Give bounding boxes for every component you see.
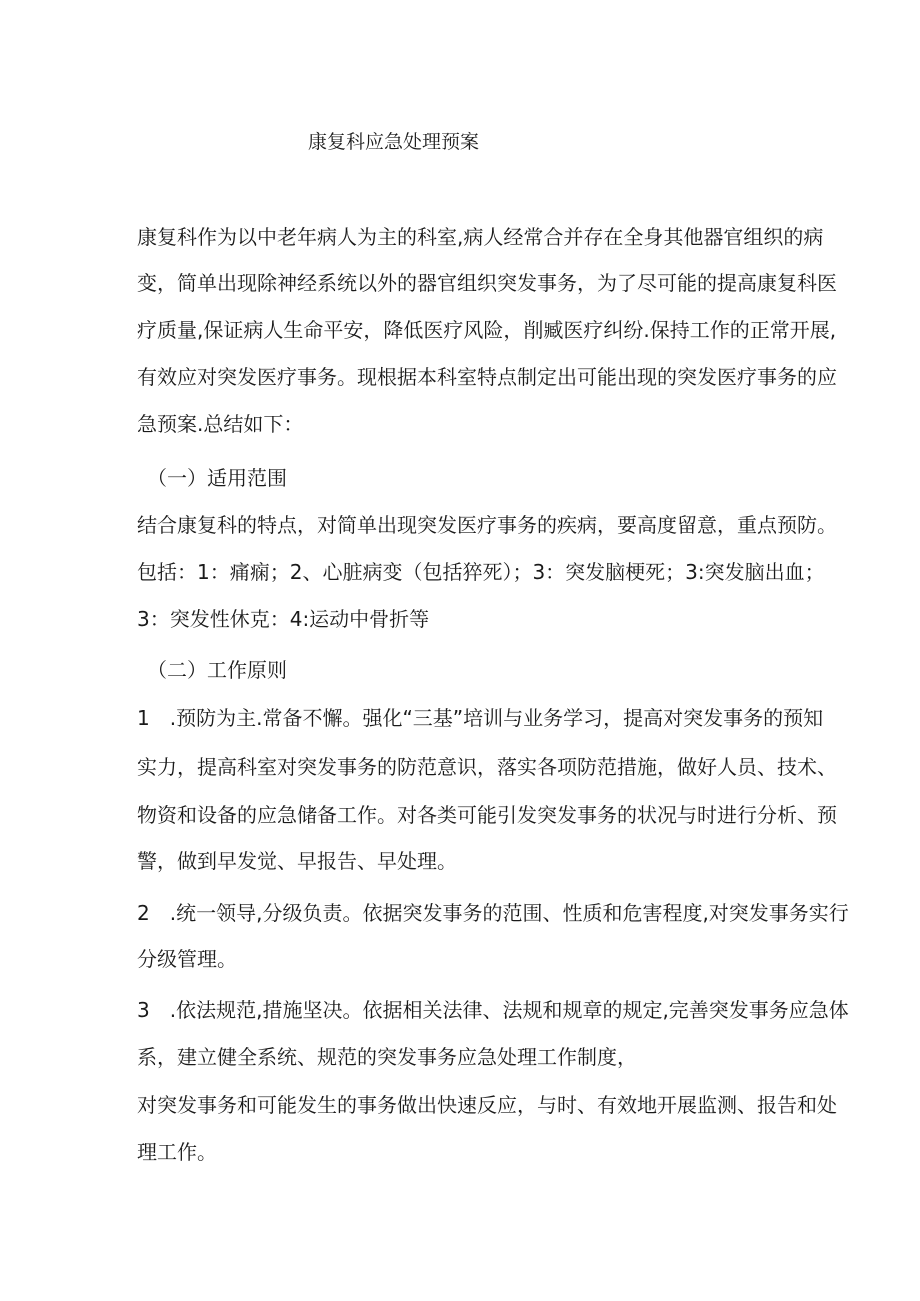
intro-line-4: 有效应对突发医疗事务。现根据本科室特点制定出可能出现的突发医疗事务的应 bbox=[137, 365, 837, 389]
section1-heading: （一）适用范围 bbox=[147, 466, 287, 490]
principle3-line-1: 3 .依法规范,措施坚决。依据相关法律、法规和规章的规定,完善突发事务应急体 bbox=[137, 998, 849, 1022]
section2-heading: （二）工作原则 bbox=[147, 658, 287, 682]
section1-line-2: 包括：1：痛痫；2、心脏病变（包括猝死）；3：突发脑梗死；3:突发脑出血； bbox=[137, 560, 825, 584]
section1-line-3: 3：突发性休克：4:运动中骨折等 bbox=[137, 607, 430, 631]
principle3-line-3: 对突发事务和可能发生的事务做出快速反应，与时、有效地开展监测、报告和处 bbox=[137, 1093, 837, 1117]
document-title: 康复科应急处理预案 bbox=[308, 131, 480, 153]
principle1-line-4: 警，做到早发觉、早报告、早处理。 bbox=[137, 849, 457, 873]
principle2-line-1: 2 .统一领导,分级负责。依据突发事务的范围、性质和危害程度,对突发事务实行 bbox=[137, 901, 849, 925]
principle2-line-2: 分级管理。 bbox=[137, 947, 237, 971]
principle3-line-2: 系，建立健全系统、规范的突发事务应急处理工作制度， bbox=[137, 1045, 637, 1069]
intro-line-1: 康复科作为以中老年病人为主的科室,病人经常合并存在全身其他器官组织的病 bbox=[137, 225, 824, 249]
section1-line-1: 结合康复科的特点，对简单出现突发医疗事务的疾病，要高度留意，重点预防。 bbox=[137, 513, 837, 537]
intro-line-3: 疗质量,保证病人生命平安，降低医疗风险，削臧医疗纠纷.保持工作的正常开展, bbox=[137, 318, 837, 342]
principle1-line-3: 物资和设备的应急储备工作。对各类可能引发突发事务的状况与时进行分析、预 bbox=[137, 803, 837, 827]
intro-line-2: 变，简单出现除神经系统以外的器官组织突发事务，为了尽可能的提高康复科医 bbox=[137, 271, 837, 295]
principle1-line-1: 1 .预防为主.常备不懈。强化“三基”培训与业务学习，提高对突发事务的预知 bbox=[137, 706, 824, 730]
principle1-line-2: 实力，提高科室对突发事务的防范意识，落实各项防范措施，做好人员、技术、 bbox=[137, 755, 837, 779]
intro-line-5: 急预案.总结如下： bbox=[137, 412, 304, 436]
principle3-line-4: 理工作。 bbox=[137, 1140, 217, 1164]
